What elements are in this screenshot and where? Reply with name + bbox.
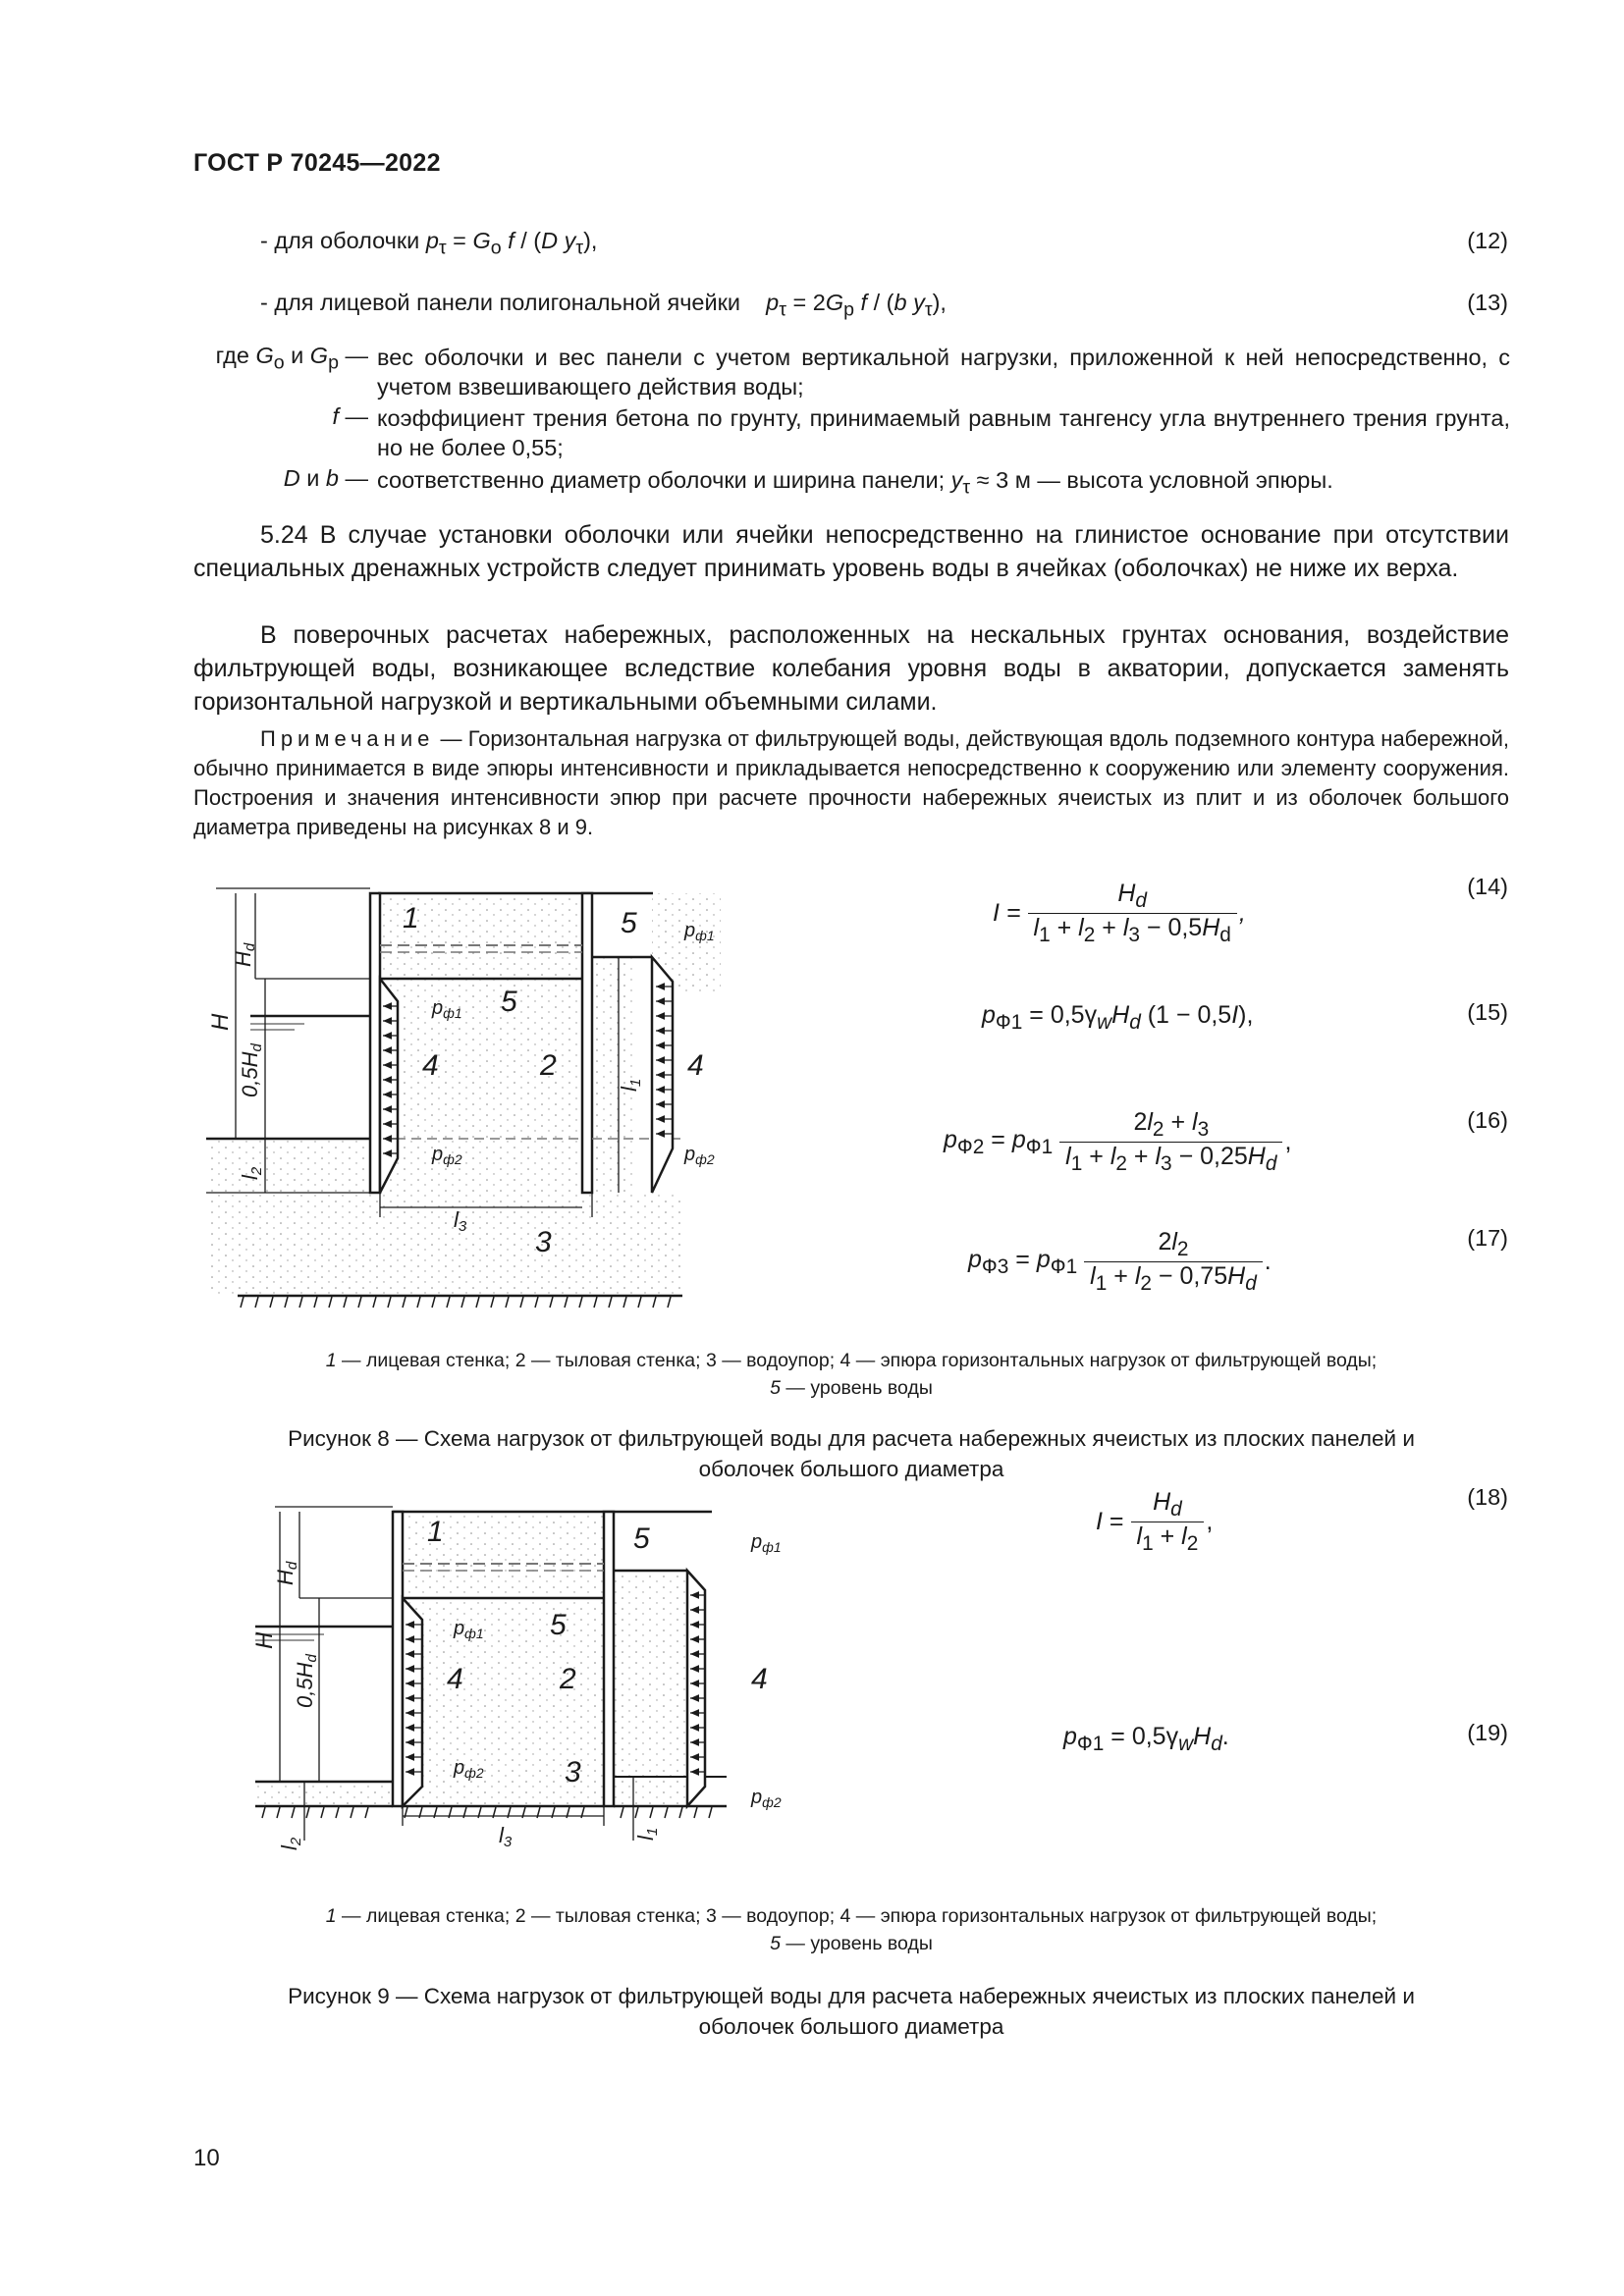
equation-16-number: (16): [1467, 1107, 1508, 1133]
svg-text:0,5Hd: 0,5Hd: [293, 1654, 320, 1708]
svg-text:5: 5: [550, 1609, 567, 1641]
where-label-3: D и b —: [283, 465, 368, 491]
svg-text:pф2: $p_{ф2}$: [684, 1144, 715, 1167]
note-label: Примечание: [260, 726, 435, 751]
equation-12-prefix: - для оболочки: [260, 228, 426, 253]
svg-text:Hd: Hd: [273, 1561, 300, 1585]
figure-8-diagram: [196, 864, 766, 1315]
formula-16: $p_{Ф2} = p_{Ф1}$ $2l_2 + l_3$ $l_1 + l_2 + l_3 - 0,25H_d$ ,: [944, 1108, 1292, 1175]
where-text-1: вес оболочки и вес панели с учетом вертикальной нагрузки, приложенной к ней непосредственно, с учетом взвешивающего действия воды;: [377, 345, 1510, 400]
figure-9-legend-line-2: — уровень воды: [785, 1933, 933, 1954]
svg-text:0,5Hd: 0,5Hd: [238, 1043, 265, 1097]
svg-text:l3: l3: [499, 1823, 513, 1850]
note-text: — Горизонтальная нагрузка от фильтрующей воды, действующая вдоль подземного контура набережной, обычно принимается в виде эпюры интенсивности и прикладывается непосредственно к сооружению или элементу сооружения. Построения и значения интенсивности эпюр при расчете прочности набережных ячеистых из плит и из оболочек большого диаметра приведены на рисунках 8 и 9.: [193, 726, 1509, 839]
svg-text:2: 2: [540, 1049, 557, 1082]
svg-text:5: 5: [633, 1522, 650, 1555]
formula-14: I = $H_d$ $l_1 + l_2 + l_3 - 0,5H_d$ ,: [993, 880, 1246, 946]
svg-text:H: H: [251, 1631, 278, 1649]
figure-8-legend-line-2: — уровень воды: [785, 1377, 933, 1399]
svg-text:pф2: $p_{ф2}$: [751, 1787, 782, 1810]
equation-19-number: (19): [1467, 1720, 1508, 1745]
svg-text:3: 3: [535, 1226, 552, 1258]
svg-text:pф1: $p_{ф1}$: [751, 1531, 782, 1555]
svg-text:2: 2: [560, 1663, 576, 1695]
figure-9-caption: [193, 1981, 1509, 2042]
figure-8-legend-line-1: — лицевая стенка; 2 — тыловая стенка; 3 — водоупор; 4 — эпюра горизонтальных нагрузок от фильтрующей воды;: [342, 1350, 1378, 1371]
paragraph-5-24: 5.24 В случае установки оболочки или ячейки непосредственно на глинистое основание при отсутствии специальных дренажных устройств следует принимать уровень воды в ячейках (оболочках) не ниже их верха.: [193, 521, 1509, 582]
svg-text:4: 4: [422, 1049, 439, 1082]
svg-text:4: 4: [687, 1049, 704, 1082]
figure-8-caption-line-2: оболочек большого диаметра: [698, 1457, 1004, 1481]
svg-text:5: 5: [621, 907, 637, 939]
formula-17: $p_{Ф3} = p_{Ф1}$ $2l_2$ $l_1 + l_2 - 0,75H_d$ .: [968, 1228, 1272, 1295]
svg-text:pф1: $p_{ф1}$: [432, 997, 462, 1021]
figure-9-caption-line-2: оболочек большого диаметра: [698, 2014, 1004, 2039]
note-paragraph: [193, 724, 1509, 842]
equation-13-line: - для лицевой панели полигональной ячейки $p_\tau = 2G_p$ f / (b $y_\tau$),: [260, 290, 947, 321]
svg-text:l1: l1: [617, 1078, 644, 1092]
page-number: 10: [193, 2145, 220, 2171]
formula-19: $p_{Ф1} = 0,5\gamma_wH_d$.: [1063, 1723, 1229, 1755]
figure-9-legend-line-1: — лицевая стенка; 2 — тыловая стенка; 3 — водоупор; 4 — эпюра горизонтальных нагрузок от фильтрующей воды;: [342, 1905, 1378, 1927]
figure-9-legend: 1 — лицевая стенка; 2 — тыловая стенка; 3 — водоупор; 4 — эпюра горизонтальных нагрузок от фильтрующей воды; 5 — уровень воды: [325, 1905, 1378, 1954]
equation-18-number: (18): [1467, 1484, 1508, 1510]
svg-text:1: 1: [427, 1516, 444, 1548]
svg-text:l2: l2: [277, 1837, 304, 1850]
equation-17-number: (17): [1467, 1225, 1508, 1251]
formula-18: I = $H_d$ $l_1 + l_2$ ,: [1096, 1488, 1214, 1555]
equation-14-number: (14): [1467, 874, 1508, 899]
figure-8-caption-line-1: Рисунок 8 — Схема нагрузок от фильтрующей воды для расчета набережных ячеистых из плоских панелей и: [288, 1426, 1415, 1451]
figure-9-diagram: [236, 1487, 805, 1880]
equation-15-number: (15): [1467, 999, 1508, 1025]
svg-text:1: 1: [403, 902, 419, 934]
where-label-2: f —: [332, 403, 368, 429]
svg-text:l1: l1: [633, 1827, 661, 1841]
svg-text:5: 5: [501, 986, 517, 1018]
equation-12-line: - для оболочки $p_\tau = G_o$ f / (D $y_\tau$),: [260, 228, 598, 259]
where-text-2: коэффициент трения бетона по грунту, принимаемый равным тангенсу угла внутреннего трения грунта, но не более 0,55;: [377, 405, 1510, 460]
equation-12-number: (12): [1467, 228, 1508, 253]
figure-9-caption-line-1: Рисунок 9 — Схема нагрузок от фильтрующей воды для расчета набережных ячеистых из плоских панелей и: [288, 1984, 1415, 2008]
svg-text:4: 4: [751, 1663, 768, 1695]
equation-13-prefix: - для лицевой панели полигональной ячейки: [260, 290, 741, 315]
svg-text:pф2: $p_{ф2}$: [432, 1144, 462, 1167]
svg-text:H: H: [207, 1013, 234, 1031]
svg-text:pф2: $p_{ф2}$: [454, 1757, 484, 1781]
svg-text:pф1: $p_{ф1}$: [454, 1618, 484, 1641]
svg-text:pф1: $p_{ф1}$: [684, 920, 715, 943]
svg-text:l3: l3: [454, 1207, 467, 1235]
figure-8-caption: [193, 1423, 1509, 1484]
svg-text:4: 4: [447, 1663, 463, 1695]
svg-text:Hd: Hd: [231, 942, 258, 967]
paragraph-verification: В поверочных расчетах набережных, расположенных на нескальных грунтах основания, воздействие фильтрующей воды, возникающее вследствие колебания уровня воды в акватории, допускается заменять горизонтальной нагрузкой и вертикальными объемными силами.: [193, 621, 1509, 716]
document-header: ГОСТ Р 70245—2022: [193, 149, 441, 177]
where-text-3: соответственно диаметр оболочки и ширина панели; $y_\tau \approx 3$ м — высота условной эпюры.: [377, 467, 1333, 499]
formula-15: $p_{Ф1} = 0,5\gamma_wH_d$ (1 − 0,5I),: [982, 1001, 1254, 1034]
where-label-1: где $G_o$ и $G_p$ —: [215, 343, 368, 374]
svg-text:3: 3: [565, 1756, 581, 1789]
equation-13-number: (13): [1467, 290, 1508, 315]
figure-8-legend: 1 — лицевая стенка; 2 — тыловая стенка; 3 — водоупор; 4 — эпюра горизонтальных нагрузок от фильтрующей воды; 5 — уровень воды: [325, 1350, 1378, 1399]
svg-text:l2: l2: [238, 1166, 265, 1180]
